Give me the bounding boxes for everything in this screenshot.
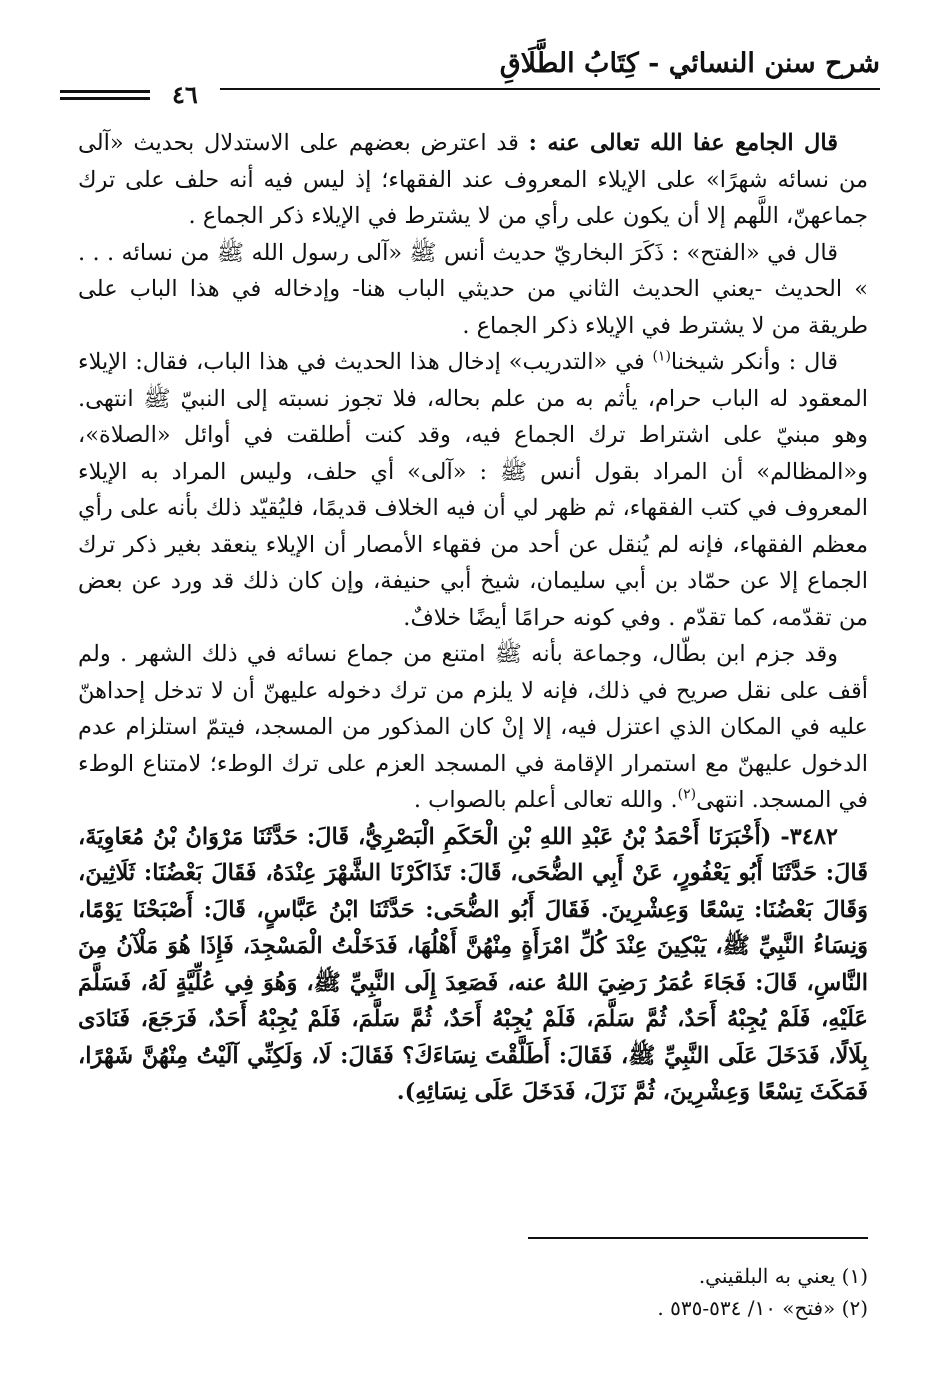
paragraph-3-start: قال : وأنكر شيخنا	[670, 349, 839, 375]
page-header	[60, 48, 880, 108]
page-number: ٤٦	[166, 80, 204, 109]
paragraph-lead: قال الجامع عفا الله تعالى عنه :	[528, 130, 839, 156]
footnote-1: (١) يعني به البلقيني.	[698, 1264, 868, 1288]
running-title: شرح سنن النسائي - كِتَابُ الطَّلَاقِ	[499, 48, 880, 79]
paragraph-4-start: وقد جزم ابن بطّال، وجماعة بأنه ﷺ امتنع من جماع نسائه في ذلك الشهر . ولم أقف على نقل صريح في ذلك، فإنه لا يلزم من ترك دخوله عليهنّ أن لا تدخل إحداهنّ عليه في المكان الذي اعتزل فيه، إلا إنْ كان المذكور من المسجد، فيتمّ استلزام عدم الدخول عليهنّ مع استمرار الإقامة في المسجد العزم على ترك الوطء؛ لامتناع الوطء في المسجد. انتهى	[78, 641, 868, 813]
main-text	[78, 125, 868, 1111]
footnote-ref-1: (١)	[652, 348, 671, 365]
footnote-rule	[528, 1237, 868, 1239]
paragraph-4	[78, 636, 868, 819]
footnotes	[78, 1260, 868, 1324]
page-number-marker	[60, 90, 150, 104]
hadith-text: ٣٤٨٢- (أَخْبَرَنَا أَحْمَدُ بْنُ عَبْدِ اللهِ بْنِ الْحَكَمِ الْبَصْرِيُّ، قَالَ: حَدَّثَنَا مَرْوَانُ بْنُ مُعَاوِيَةَ، قَالَ: حَدَّثَنَا أَبُو يَعْفُورٍ، عَنْ أَبِي الضُّحَى، قَالَ: تَذَاكَرْنَا الشَّهْرَ عِنْدَهُ، فَقَالَ بَعْضُنَا: ثَلَاثِينَ، وَقَالَ بَعْضُنَا: تِسْعًا وَعِشْرِينَ. فَقَالَ أَبُو الضُّحَى: حَدَّثَنَا ابْنُ عَبَّاسٍ، قَالَ: أَصْبَحْنَا يَوْمًا، وَنِسَاءُ النَّبِيِّ ﷺ، يَبْكِينَ عِنْدَ كُلِّ امْرَأَةٍ مِنْهُنَّ أَهْلُهَا، فَدَخَلْتُ الْمَسْجِدَ، فَإِذَا هُوَ مَلْآنُ مِنَ النَّاسِ، قَالَ: فَجَاءَ عُمَرُ رَضِيَ اللهُ عنه، فَصَعِدَ إِلَى النَّبِيِّ ﷺ، وَهُوَ فِي عُلِّيَّةٍ لَهُ، فَسَلَّمَ عَلَيْهِ، فَلَمْ يُجِبْهُ أَحَدٌ، ثُمَّ سَلَّمَ، فَلَمْ يُجِبْهُ أَحَدٌ، ثُمَّ سَلَّمَ، فَلَمْ يُجِبْهُ أَحَدٌ، فَرَجَعَ، فَنَادَى بِلَالًا، فَدَخَلَ عَلَى النَّبِيِّ ﷺ، فَقَالَ: أَطَلَّقْتَ نِسَاءَكَ؟ فَقَالَ: لَا، وَلَكِنِّي آلَيْتُ مِنْهُنَّ شَهْرًا، فَمَكَثَ تِسْعًا وَعِشْرِينَ، ثُمَّ نَزَلَ، فَدَخَلَ عَلَى نِسَائِهِ).	[78, 823, 868, 1105]
header-rule	[220, 88, 880, 90]
paragraph-4-rest: . والله تعالى أعلم بالصواب .	[413, 787, 678, 813]
paragraph-3-rest: في «التدريب» إدخال هذا الحديث في هذا الباب، فقال: الإيلاء المعقود له الباب حرام، يأثم به من علم بحاله، فلا تجوز نسبته إلى النبيّ ﷺ انتهى. وهو مبنيّ على اشتراط ترك الجماع فيه، وقد كنت أطلقت في أوائل «الصلاة»، و«المظالم» أن المراد بقول أنس ﷺ : «آلى» أي حلف، وليس المراد به الإيلاء المعروف في كتب الفقهاء، ثم ظهر لي أن فيه الخلاف قديمًا، فليُقيّد ذلك بأنه على رأي معظم الفقهاء، فإنه لم يُنقل عن أحد من فقهاء الأمصار أن الإيلاء ينعقد بغير ذكر ترك الجماع إلا عن حمّاد بن أبي سليمان، شيخ أبي حنيفة، وإن كان ذلك قد ورد عن بعض من تقدّمه، كما تقدّم . وفي كونه حرامًا أيضًا خلافٌ.	[78, 349, 868, 631]
footnote-2: (٢) «فتح» ١٠/ ٥٣٤-٥٣٥ .	[657, 1296, 868, 1320]
footnote-ref-2: (٢)	[677, 786, 697, 803]
paragraph-3	[78, 344, 868, 636]
marker-bar-top	[60, 90, 150, 93]
paragraph-1-text: قد اعترض بعضهم على الاستدلال بحديث «آلى من نسائه شهرًا» على الإيلاء المعروف عند الفقهاء؛ إذ ليس فيه أنه حلف على ترك جماعهنّ، اللَّهم إلا أن يكون على رأي من لا يشترط في الإيلاء ذكر الجماع .	[78, 130, 868, 229]
paragraph-1	[78, 125, 868, 235]
paragraph-2: قال في «الفتح» : ذَكَرَ البخاريّ حديث أنس ﷺ «آلى رسول الله ﷺ من نسائه . . . » الحديث -يعني الحديث الثاني من حديثي الباب هنا- وإدخاله في هذا الباب على طريقة من لا يشترط في الإيلاء ذكر الجماع .	[78, 239, 868, 339]
marker-bar-bottom	[60, 97, 150, 100]
